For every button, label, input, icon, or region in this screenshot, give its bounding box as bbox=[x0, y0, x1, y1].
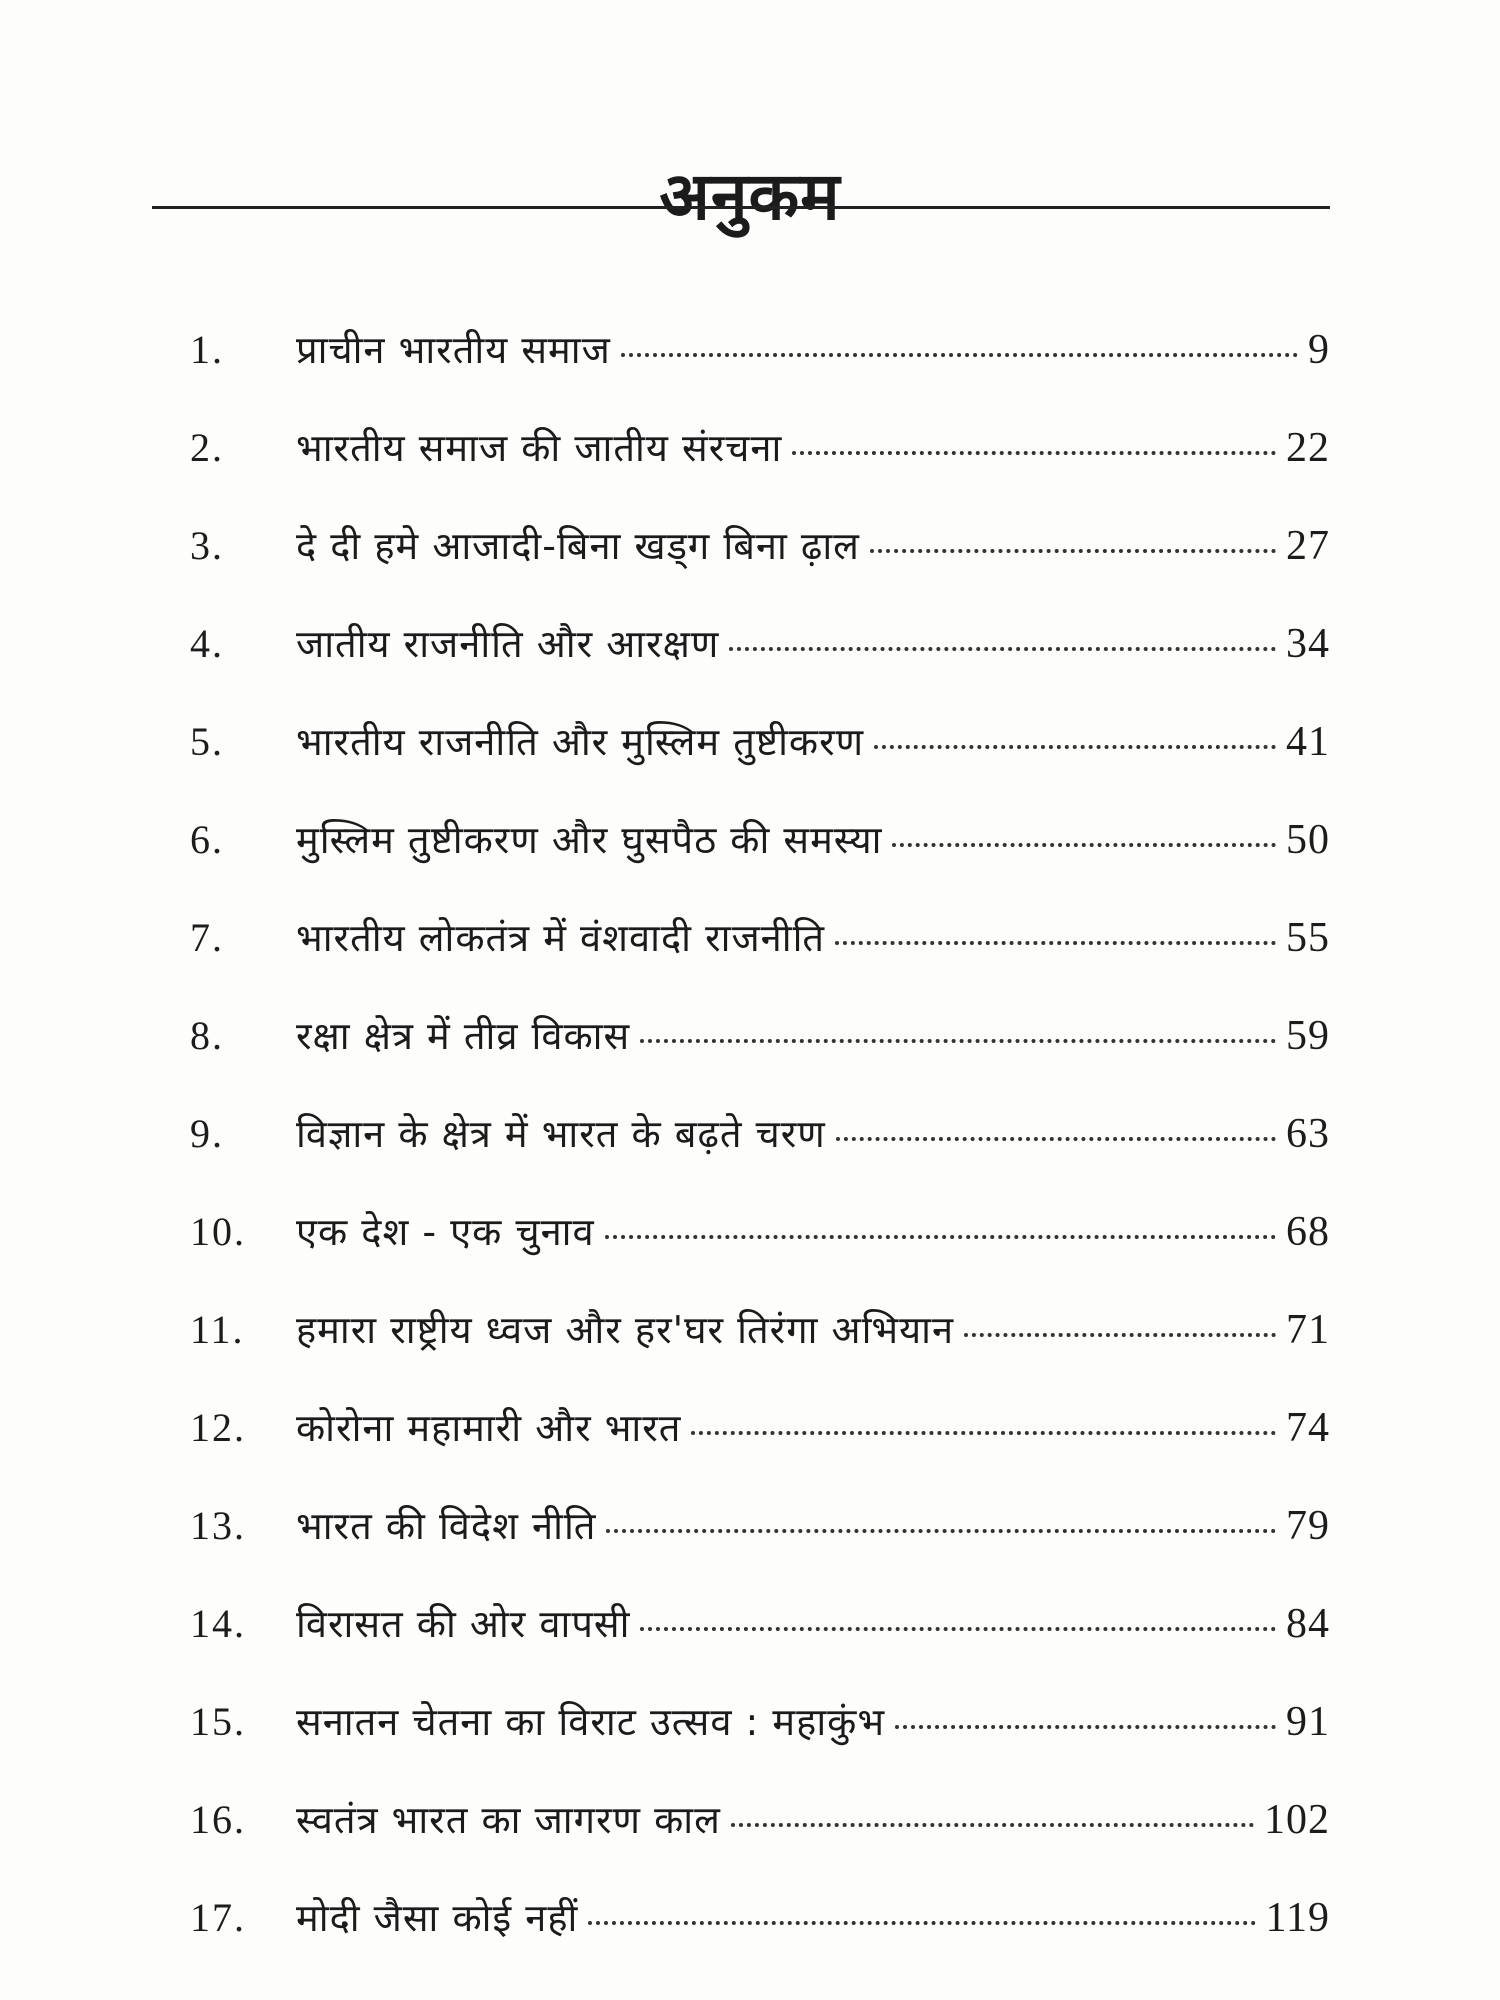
dot-leader bbox=[836, 1137, 1276, 1141]
entry-page-number: 91 bbox=[1286, 1699, 1330, 1745]
entry-number: 7. bbox=[190, 915, 224, 960]
toc-entry bbox=[190, 320, 1330, 418]
entry-number: 15. bbox=[190, 1699, 246, 1744]
toc-entry bbox=[190, 810, 1330, 908]
entry-title: एक देश - एक चुनाव bbox=[296, 1210, 595, 1254]
entry-page-number: 9 bbox=[1308, 327, 1330, 373]
entry-number: 5. bbox=[190, 719, 224, 764]
toc-entry bbox=[190, 1496, 1330, 1594]
table-of-contents bbox=[190, 320, 1330, 1986]
entry-page-number: 34 bbox=[1286, 621, 1330, 667]
toc-entry bbox=[190, 1104, 1330, 1202]
dot-leader bbox=[964, 1333, 1276, 1337]
toc-entry bbox=[190, 418, 1330, 516]
entry-number: 10. bbox=[190, 1209, 246, 1254]
toc-entry bbox=[190, 908, 1330, 1006]
dot-leader bbox=[792, 451, 1276, 455]
entry-page-number: 50 bbox=[1286, 817, 1330, 863]
entry-title: कोरोना महामारी और भारत bbox=[296, 1406, 682, 1450]
toc-entry bbox=[190, 1594, 1330, 1692]
entry-title: जातीय राजनीति और आरक्षण bbox=[296, 622, 720, 666]
entry-number: 13. bbox=[190, 1503, 246, 1548]
toc-entry bbox=[190, 712, 1330, 810]
toc-entry bbox=[190, 1790, 1330, 1888]
dot-leader bbox=[640, 1039, 1276, 1043]
entry-number: 3. bbox=[190, 523, 224, 568]
toc-entry bbox=[190, 1202, 1330, 1300]
entry-number: 11. bbox=[190, 1307, 245, 1352]
entry-number: 9. bbox=[190, 1111, 224, 1156]
dot-leader bbox=[895, 1725, 1276, 1729]
dot-leader bbox=[640, 1627, 1276, 1631]
entry-title: भारतीय लोकतंत्र में वंशवादी राजनीति bbox=[296, 916, 826, 960]
entry-page-number: 41 bbox=[1286, 719, 1330, 765]
entry-title: विरासत की ओर वापसी bbox=[296, 1602, 631, 1646]
dot-leader bbox=[691, 1431, 1276, 1435]
entry-title: भारतीय राजनीति और मुस्लिम तुष्टीकरण bbox=[296, 720, 865, 764]
entry-number: 12. bbox=[190, 1405, 246, 1450]
entry-page-number: 74 bbox=[1286, 1405, 1330, 1451]
dot-leader bbox=[588, 1921, 1255, 1925]
entry-page-number: 71 bbox=[1286, 1307, 1330, 1353]
dot-leader bbox=[605, 1235, 1276, 1239]
title-underline bbox=[152, 206, 1330, 209]
entry-title: मोदी जैसा कोई नहीं bbox=[296, 1896, 579, 1940]
entry-title: प्राचीन भारतीय समाज bbox=[296, 328, 611, 372]
toc-entry bbox=[190, 1888, 1330, 1986]
entry-title: सनातन चेतना का विराट उत्सव : महाकुंभ bbox=[296, 1700, 886, 1744]
dot-leader bbox=[731, 1823, 1254, 1827]
entry-number: 4. bbox=[190, 621, 224, 666]
dot-leader bbox=[606, 1529, 1276, 1533]
entry-title: हमारा राष्ट्रीय ध्वज और हर'घर तिरंगा अभियान bbox=[296, 1308, 955, 1352]
dot-leader bbox=[874, 745, 1276, 749]
entry-title: भारत की विदेश नीति bbox=[296, 1504, 597, 1548]
entry-number: 8. bbox=[190, 1013, 224, 1058]
entry-page-number: 68 bbox=[1286, 1209, 1330, 1255]
entry-page-number: 63 bbox=[1286, 1111, 1330, 1157]
entry-number: 6. bbox=[190, 817, 224, 862]
entry-title: विज्ञान के क्षेत्र में भारत के बढ़ते चरण bbox=[296, 1112, 826, 1156]
entry-page-number: 22 bbox=[1286, 425, 1330, 471]
dot-leader bbox=[729, 647, 1276, 651]
toc-entry bbox=[190, 1692, 1330, 1790]
entry-title: रक्षा क्षेत्र में तीव्र विकास bbox=[296, 1014, 631, 1058]
entry-page-number: 59 bbox=[1286, 1013, 1330, 1059]
entry-page-number: 55 bbox=[1286, 915, 1330, 961]
entry-number: 14. bbox=[190, 1601, 246, 1646]
toc-entry bbox=[190, 516, 1330, 614]
entry-number: 2. bbox=[190, 425, 224, 470]
dot-leader bbox=[835, 941, 1276, 945]
toc-entry bbox=[190, 614, 1330, 712]
entry-number: 17. bbox=[190, 1895, 246, 1940]
entry-title: भारतीय समाज की जातीय संरचना bbox=[296, 426, 783, 470]
entry-page-number: 79 bbox=[1286, 1503, 1330, 1549]
toc-entry bbox=[190, 1300, 1330, 1398]
entry-number: 1. bbox=[190, 327, 224, 372]
entry-title: दे दी हमे आजादी-बिना खड्ग बिना ढ़ाल bbox=[296, 524, 860, 568]
page-title: अनुकम bbox=[659, 158, 841, 236]
entry-page-number: 27 bbox=[1286, 523, 1330, 569]
toc-entry bbox=[190, 1006, 1330, 1104]
entry-page-number: 102 bbox=[1264, 1797, 1330, 1843]
entry-title: मुस्लिम तुष्टीकरण और घुसपैठ की समस्या bbox=[296, 818, 883, 862]
dot-leader bbox=[870, 549, 1276, 553]
dot-leader bbox=[892, 843, 1276, 847]
entry-page-number: 119 bbox=[1265, 1895, 1330, 1941]
toc-entry bbox=[190, 1398, 1330, 1496]
entry-title: स्वतंत्र भारत का जागरण काल bbox=[296, 1798, 721, 1842]
dot-leader bbox=[621, 353, 1298, 357]
entry-number: 16. bbox=[190, 1797, 246, 1842]
entry-page-number: 84 bbox=[1286, 1601, 1330, 1647]
